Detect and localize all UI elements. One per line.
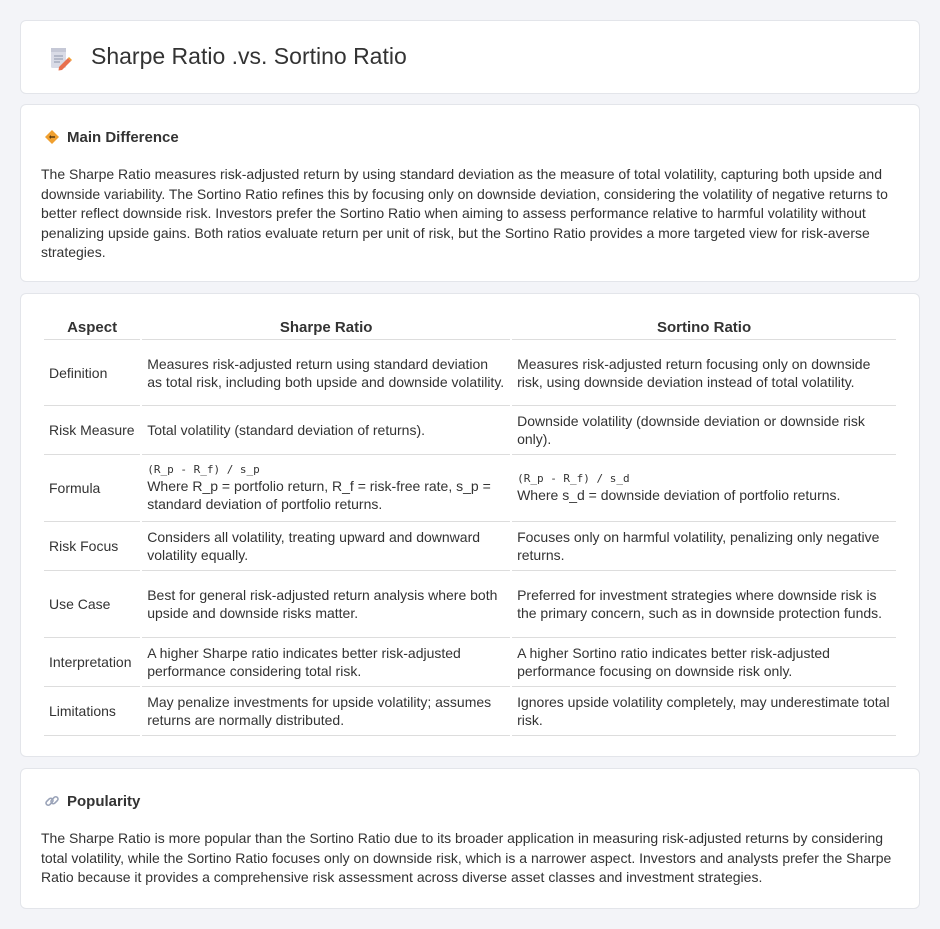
link-icon [43,792,61,810]
title-card [20,20,920,94]
row-sharpe: A higher Sharpe ratio indicates better risk-adjusted performance considering total risk. [142,638,510,687]
row-sortino: Measures risk-adjusted return focusing only on downside risk, using downside deviation instead of total volatility. [512,340,896,406]
table-row [44,638,896,687]
row-sharpe: Measures risk-adjusted return using standard deviation as total risk, including both upside and downside volatility. [142,340,510,406]
row-aspect: Risk Focus [44,522,140,571]
row-aspect: Risk Measure [44,406,140,455]
row-sortino: A higher Sortino ratio indicates better risk-adjusted performance focusing on downside risk only. [512,638,896,687]
table-row [44,687,896,736]
row-sharpe: May penalize investments for upside volatility; assumes returns are normally distributed. [142,687,510,736]
row-sortino: Ignores upside volatility completely, may underestimate total risk. [512,687,896,736]
row-sortino [512,455,896,522]
row-sharpe [142,455,510,522]
sortino-formula: (R_p - R_f) / s_d [517,472,630,485]
row-sortino: Focuses only on harmful volatility, penalizing only negative returns. [512,522,896,571]
table-row [44,522,896,571]
comparison-table-card [20,293,920,757]
row-sharpe: Best for general risk-adjusted return analysis where both upside and downside risks matter. [142,571,510,638]
row-aspect: Formula [44,455,140,522]
row-sharpe: Considers all volatility, treating upward and downward volatility equally. [142,522,510,571]
sortino-formula-note: Where s_d = downside deviation of portfolio returns. [517,487,841,503]
main-difference-heading: Main Difference [67,128,179,146]
row-aspect: Definition [44,340,140,406]
popularity-card [20,768,920,909]
document-pencil-icon [47,46,73,72]
row-sortino: Downside volatility (downside deviation or downside risk only). [512,406,896,455]
sharpe-formula-note: Where R_p = portfolio return, R_f = risk-free rate, s_p = standard deviation of portfolio returns. [147,478,491,512]
sharpe-formula: (R_p - R_f) / s_p [147,463,260,476]
table-row [44,455,896,522]
row-aspect: Use Case [44,571,140,638]
table-row [44,406,896,455]
popularity-text: The Sharpe Ratio is more popular than the Sortino Ratio due to its broader application in measuring risk-adjusted returns by considering total volatility, while the Sortino Ratio focuses only on downside risk, which is a narrower aspect. Investors and analysts prefer the Sharpe Ratio because it provides a comprehensive risk assessment across diverse asset classes and investment strategies. [41,830,892,885]
row-aspect: Limitations [44,687,140,736]
popularity-heading: Popularity [67,792,141,810]
comparison-table [42,316,898,736]
main-difference-card [20,104,920,282]
header-sharpe: Sharpe Ratio [142,316,510,340]
row-aspect: Interpretation [44,638,140,687]
header-sortino: Sortino Ratio [512,316,896,340]
table-row [44,571,896,638]
table-header-row [44,316,896,340]
table-row [44,340,896,406]
main-difference-text: The Sharpe Ratio measures risk-adjusted return by using standard deviation as the measure of total volatility, capturing both upside and downside variability. The Sortino Ratio refines this by focusing only on downside deviation, considering the volatility of negative returns to better reflect downside risk. Investors prefer the Sortino Ratio when aiming to assess performance relative to harmful volatility without penalizing upside gains. Both ratios evaluate return per unit of risk, but the Sortino Ratio provides a more targeted view for risk-averse strategies. [41,166,888,260]
row-sortino: Preferred for investment strategies where downside risk is the primary concern, such as in downside protection funds. [512,571,896,638]
diamond-warning-icon [43,128,61,146]
page-title: Sharpe Ratio .vs. Sortino Ratio [91,43,407,69]
popularity-header [43,792,140,810]
header-aspect: Aspect [44,316,140,340]
main-difference-header [43,128,179,146]
row-sharpe: Total volatility (standard deviation of returns). [142,406,510,455]
